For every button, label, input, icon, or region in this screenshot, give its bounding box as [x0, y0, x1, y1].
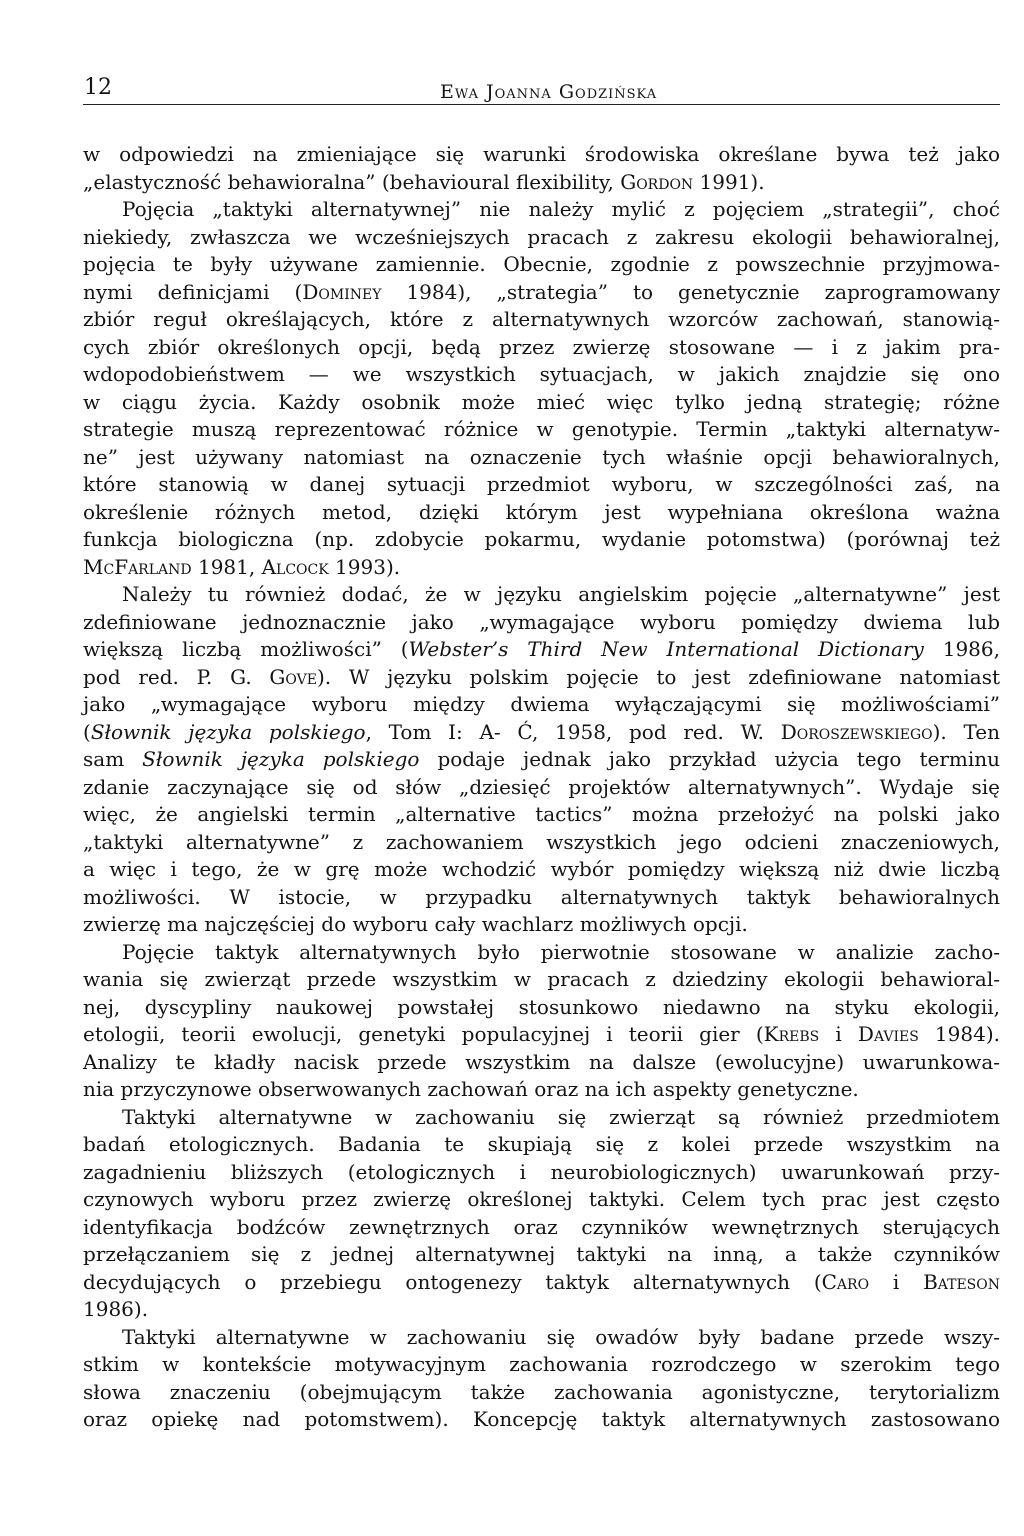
text-run: , Tom I: A- Ć, 1958, pod red. W. [365, 719, 781, 744]
paragraph [83, 196, 1000, 581]
text-line [83, 636, 1000, 664]
author-name: Dominey [302, 279, 382, 304]
author-name: Bateson [923, 1269, 1000, 1294]
text-line [83, 801, 1000, 829]
text-line [83, 416, 1000, 444]
paragraph [83, 1324, 1000, 1434]
text-run: Taktyki alternatywne w zachowaniu się owadów były badane przede wszy- [122, 1324, 1000, 1349]
text-line [83, 1021, 1000, 1049]
author-name: Krebs [763, 1022, 820, 1046]
text-run: ne” jest używany natomiast na oznaczenie tych właśnie opcji behawioralnych, [83, 444, 1000, 469]
author-name: Caro [821, 1269, 870, 1294]
text-line [83, 1269, 1000, 1297]
paragraph [83, 939, 1000, 1104]
text-line [83, 444, 1000, 472]
text-run: funkcja biologiczna (np. zdobycie pokarmu, wydanie potomstwa) (porównaj też [83, 527, 1000, 551]
paragraph [83, 1104, 1000, 1324]
author-name: Davies [857, 1022, 919, 1046]
running-head-author: Ewa Joanna Godzińska [440, 81, 658, 103]
text-run: zdefiniowane jednoznacznie jako „wymagające wyboru pomiędzy dwiema lub [83, 609, 1000, 634]
text-line [83, 471, 1000, 499]
text-run: pod red. P. G. [83, 664, 270, 689]
text-line [83, 1351, 1000, 1379]
header-rule [83, 104, 1000, 105]
text-run: a więc i tego, że w grę może wchodzić wybór pomiędzy większą niż dwie liczbą [83, 857, 1000, 881]
text-line [83, 746, 1000, 774]
text-run: 1984), „strategia” to genetycznie zaprogramowany [381, 279, 1000, 304]
text-line [83, 856, 1000, 884]
text-line [83, 141, 1000, 169]
text-run: ( [83, 719, 91, 744]
text-run: zwierzę ma najczęściej do wyboru cały wachlarz możliwych opcji. [83, 912, 748, 936]
author-name: Gove [269, 664, 317, 689]
author-name: Alcock [261, 554, 329, 579]
work-title: Słownik języka polskiego [90, 719, 366, 744]
text-run: 1991). [693, 169, 765, 194]
text-run: jako „wymagające wyboru między dwiema wyłączającymi się możliwościami” [83, 692, 1000, 716]
text-run: w ciągu życia. Każdy osobnik może mieć więc tylko jedną strategię; różne [83, 389, 1000, 414]
text-run: 1984). [918, 1022, 1000, 1046]
text-line [83, 609, 1000, 637]
text-run: Należy tu również dodać, że w języku angielskim pojęcie „alternatywne” jest [122, 582, 1000, 606]
text-line [83, 169, 1000, 197]
text-line [83, 1131, 1000, 1159]
text-line [83, 196, 1000, 224]
text-run: nej, dyscypliny naukowej powstałej stosunkowo niedawno na styku ekologii, [83, 994, 1000, 1019]
text-line [83, 829, 1000, 857]
text-line [83, 389, 1000, 417]
text-run: 1993). [328, 554, 401, 579]
text-line [83, 994, 1000, 1022]
text-run: „elastyczność behawioralna” (behavioural flexibility, [83, 169, 621, 194]
text-line [83, 1406, 1000, 1434]
text-line [83, 1076, 1000, 1104]
text-run: cych zbiór określonych opcji, będą przez zwierzę stosowane — i z jakim pra- [83, 334, 1000, 359]
text-run: stkim w kontekście motywacyjnym zachowania rozrodczego w szerokim tego [83, 1352, 1000, 1376]
text-run: Pojęcia „taktyki alternatywnej” nie należy mylić z pojęciem „strategii”, choć [122, 197, 1000, 221]
text-run: podaje jednak jako przykład użycia tego terminu [419, 747, 1001, 771]
text-line [83, 719, 1000, 747]
text-run: nymi definicjami ( [83, 279, 303, 304]
text-run: strategie muszą reprezentować różnice w genotypie. Termin „taktyki alternatyw- [83, 417, 1000, 441]
text-run: przełączaniem się z jednej alternatywnej taktyki na inną, a także czynników [83, 1242, 1000, 1266]
text-run: 1981, [191, 554, 262, 579]
work-title: Webster’s Third New International Dictionary [408, 637, 924, 661]
text-run: Taktyki alternatywne w zachowaniu się zwierząt są również przedmiotem [122, 1104, 1000, 1129]
text-run: możliwości. W istocie, w przypadku alternatywnych taktyk behawioralnych [83, 884, 1000, 909]
text-run: sam [83, 747, 143, 771]
text-line [83, 1104, 1000, 1132]
text-run: zbiór reguł określających, które z alternatywnych wzorców zachowań, stanowią- [83, 307, 1000, 331]
text-line [83, 361, 1000, 389]
text-run: w odpowiedzi na zmieniające się warunki środowiska określane bywa też jako [83, 142, 1000, 166]
text-line [83, 1159, 1000, 1187]
text-run: etologii, teorii ewolucji, genetyki populacyjnej i teorii gier ( [83, 1022, 764, 1046]
author-name: Gordon [620, 169, 694, 194]
text-run: większą liczbą możliwości” ( [83, 637, 409, 661]
text-line [83, 966, 1000, 994]
text-line [83, 884, 1000, 912]
text-run: i [819, 1022, 858, 1046]
text-line [83, 581, 1000, 609]
text-run: zagadnieniu bliższych (etologicznych i neurobiologicznych) uwarunkowań przy- [83, 1159, 1000, 1184]
text-run: czynowych wyboru przez zwierzę określonej taktyki. Celem tych prac jest często [83, 1187, 1000, 1211]
text-line [83, 1214, 1000, 1242]
text-line [83, 499, 1000, 527]
text-line [83, 1296, 1000, 1324]
text-run: oraz opiekę nad potomstwem). Koncepcję taktyk alternatywnych zastosowano [83, 1407, 1000, 1431]
text-run: pojęcia te były używane zamiennie. Obecnie, zgodnie z powszechnie przyjmowa- [83, 252, 1000, 276]
text-run: niekiedy, zwłaszcza we wcześniejszych pracach z zakresu ekologii behawioralnej, [83, 224, 1000, 249]
text-run: nia przyczynowe obserwowanych zachowań oraz na ich aspekty genetyczne. [83, 1077, 859, 1101]
text-line [83, 251, 1000, 279]
text-line [83, 334, 1000, 362]
text-line [83, 1241, 1000, 1269]
text-run: badań etologicznych. Badania te skupiają się z kolei przede wszystkim na [83, 1132, 1000, 1156]
paragraph [83, 141, 1000, 196]
text-line [83, 306, 1000, 334]
text-run: zdanie zaczynające się od słów „dziesięć projektów alternatywnych”. Wydaje się [83, 774, 1000, 799]
text-line [83, 664, 1000, 692]
paragraph [83, 581, 1000, 939]
work-title: Słownik języka polskiego [142, 747, 420, 771]
text-line [83, 1049, 1000, 1077]
text-line [83, 939, 1000, 967]
text-line [83, 774, 1000, 802]
text-run: ). W języku polskim pojęcie to jest zdefiniowane natomiast [316, 664, 1000, 689]
text-run: i [869, 1269, 924, 1294]
body-text [83, 141, 1000, 1434]
page-number: 12 [84, 75, 112, 100]
text-line [83, 1324, 1000, 1352]
text-run: Pojęcie taktyk alternatywnych było pierwotnie stosowane w analizie zacho- [122, 939, 1000, 964]
text-run: identyfikacja bodźców zewnętrznych oraz czynników wewnętrznych sterujących [83, 1214, 1000, 1239]
text-run: 1986). [83, 1297, 149, 1321]
text-run: ). Ten [932, 719, 1000, 744]
text-line [83, 911, 1000, 939]
text-line [83, 554, 1000, 582]
text-run: wdopodobieństwem — we wszystkich sytuacjach, w jakich znajdzie się ono [83, 362, 1000, 386]
text-line [83, 691, 1000, 719]
text-line [83, 1379, 1000, 1407]
author-name: Doroszewskiego [780, 719, 933, 744]
text-run: określenie różnych metod, dzięki którym jest wypełniana określona ważna [83, 499, 1000, 524]
text-line [83, 224, 1000, 252]
text-run: które stanowią w danej sytuacji przedmiot wyboru, w szczególności zaś, na [83, 472, 1000, 496]
text-run: decydujących o przebiegu ontogenezy taktyk alternatywnych ( [83, 1269, 822, 1294]
text-run: 1986, [923, 637, 1000, 661]
text-run: więc, że angielski termin „alternative tactics” można przełożyć na polski jako [83, 802, 1000, 826]
text-run: Analizy te kładły nacisk przede wszystkim na dalsze (ewolucyjne) uwarunkowa- [83, 1049, 1000, 1074]
text-line [83, 526, 1000, 554]
text-run: wania się zwierząt przede wszystkim w pracach z dziedziny ekologii behawioral- [83, 967, 1000, 991]
author-name: McFarland [83, 554, 192, 579]
text-run: słowa znaczeniu (obejmującym także zachowania agonistyczne, terytorializm [83, 1379, 1000, 1404]
text-run: „taktyki alternatywne” z zachowaniem wszystkich jego odcieni znaczeniowych, [83, 829, 1000, 854]
text-line [83, 279, 1000, 307]
text-line [83, 1186, 1000, 1214]
